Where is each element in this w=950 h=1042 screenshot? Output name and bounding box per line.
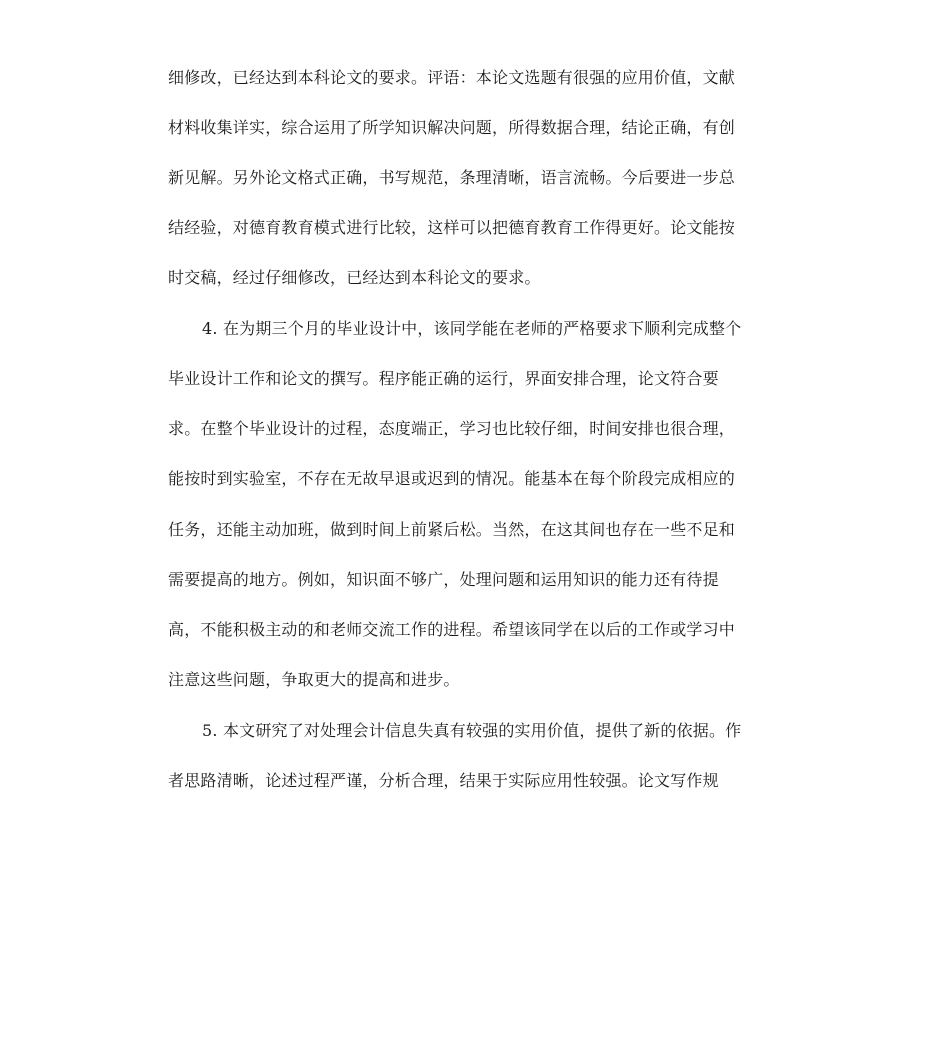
text-line: 毕业设计工作和论文的撰写。程序能正确的运行，界面安排合理，论文符合要	[168, 369, 719, 388]
text-line: 结经验，对德育教育模式进行比较，这样可以把德育教育工作得更好。论文能按	[168, 218, 736, 237]
text-line: 材料收集详实，综合运用了所学知识解决问题，所得数据合理，结论正确，有创	[168, 118, 736, 137]
text-line: 高，不能积极主动的和老师交流工作的进程。希望该同学在以后的工作或学习中	[168, 620, 736, 639]
text-line: 求。在整个毕业设计的过程，态度端正，学习也比较仔细，时间安排也很合理，	[168, 419, 736, 438]
text-line: 细修改，已经达到本科论文的要求。评语：本论文选题有很强的应用价值，文献	[168, 68, 736, 87]
text-line: 新见解。另外论文格式正确，书写规范，条理清晰，语言流畅。今后要进一步总	[168, 168, 736, 187]
text-line: 任务，还能主动加班，做到时间上前紧后松。当然，在这其间也存在一些不足和	[168, 520, 736, 539]
text-line: 需要提高的地方。例如，知识面不够广，处理问题和运用知识的能力还有待提	[168, 570, 719, 589]
paragraph-4-first-line: 4. 在为期三个月的毕业设计中，该同学能在老师的严格要求下顺利完成整个	[202, 319, 742, 338]
text-line: 注意这些问题，争取更大的提高和进步。	[168, 670, 460, 689]
text-line: 时交稿，经过仔细修改，已经达到本科论文的要求。	[168, 268, 541, 287]
paragraph-5-first-line: 5. 本文研究了对处理会计信息失真有较强的实用价值，提供了新的依据。作	[202, 721, 742, 740]
text-line: 者思路清晰，论述过程严谨，分析合理，结果于实际应用性较强。论文写作规	[168, 771, 719, 790]
text-line: 能按时到实验室，不存在无故早退或迟到的情况。能基本在每个阶段完成相应的	[168, 469, 736, 488]
